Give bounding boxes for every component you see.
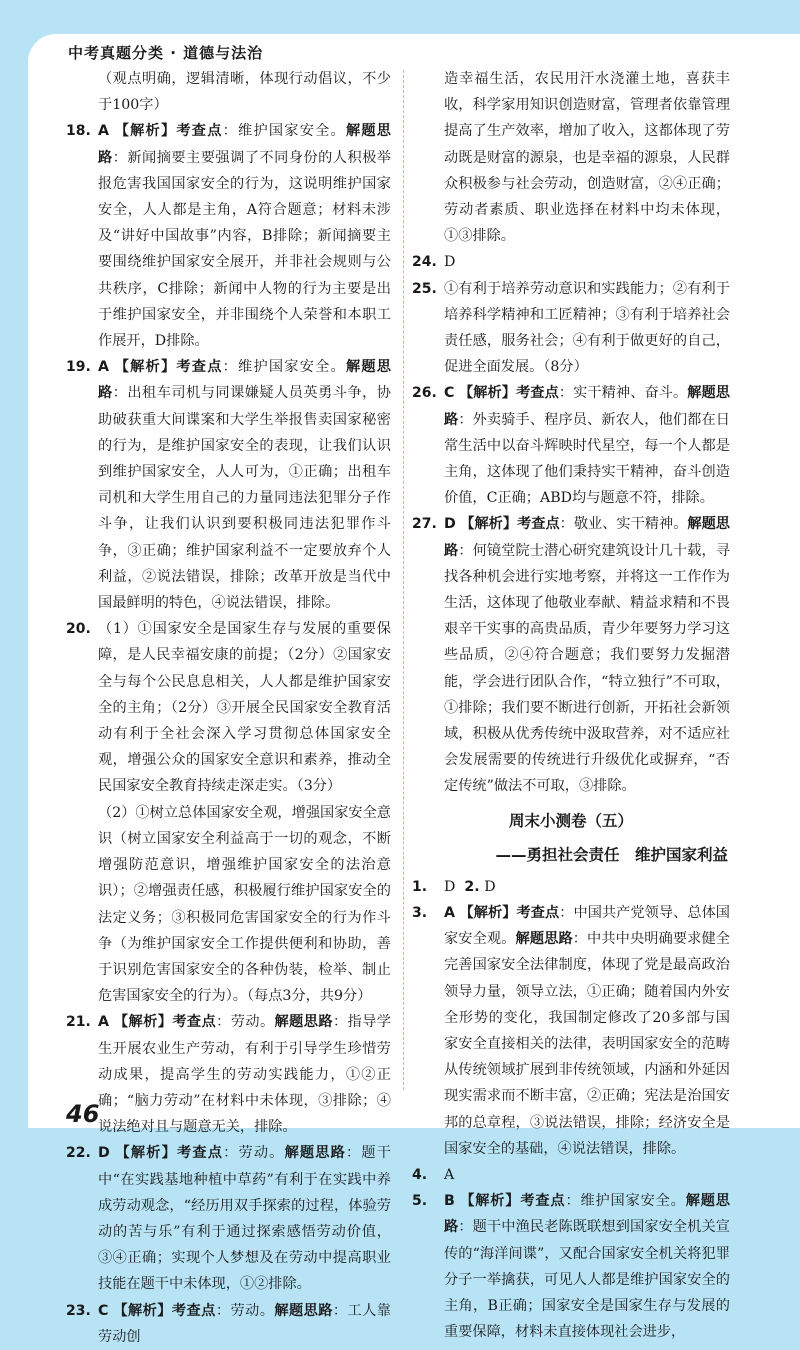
answer-26: 26. C 【解析】考查点：实干精神、奋斗。解题思路：外卖骑手、程序员、新农人，他们都在日常生活中以奋斗辉映时代星空，每一个人都是主角，这体现了他们秉持实干精神，奋斗创造价值，C正确；ABD均与题意不符，排除。: [412, 385, 730, 507]
answer-22: 22. D 【解析】考查点：劳动。解题思路：题干中“在实践基地种植中草药”有利于在实践中养成劳动观念，“经历用双手探索的过程，体验劳动的苦与乐”有利于通过探索感悟劳动价值，③④正确；实现个人梦想及在劳动中提高职业技能在题干中未体现，①②排除。: [66, 1145, 391, 1293]
section-subtitle: ——勇担社会责任 维护国家利益: [495, 845, 728, 864]
answer-19: 19. A 【解析】考查点：维护国家安全。解题思路：出租车司机与同课嫌疑人员英勇斗争，协助破获重大间谍案和大学生举报售卖国家秘密的行为，是维护国家安全的表现，让我们认识到维护国家安全，人人可为，①正确；出租车司机和大学生用自己的力量同违法犯罪分子作斗争，让我们认识到要积极同违法犯罪作斗争，③正确；维护国家利益不一定要放弃个人利益，②说法错误，排除；改革开放是当代中国最鲜明的特色，④说法错误，排除。: [66, 359, 391, 612]
answer-s5: 5. B 【解析】考查点：维护国家安全。解题思路：题干中渔民老陈既联想到国家安全机关宣传的“海洋间谍”，又配合国家安全机关将犯罪分子一举擒获，可见人人都是维护国家安全的主角，B正确；国家安全是国家生存与发展的重要保障，材料未直接体现社会进步，: [412, 1193, 730, 1341]
answer-23-continued: 造幸福生活，农民用汗水浇灌土地，喜获丰收，科学家用知识创造财富，管理者依靠管理提高了生产效率，增加了收入，这都体现了劳动既是财富的源泉，也是幸福的源泉，人民群众积极参与社会劳动，创造财富，②④正确；劳动者素质、职业选择在材料中均未体现，①③排除。: [444, 71, 730, 245]
answer-s4: 4. A: [412, 1166, 455, 1183]
page-header: 中考真题分类 · 道德与法治: [68, 44, 264, 62]
section-title: 周末小测卷（五）: [508, 811, 633, 830]
answer-23: 23. C 【解析】考查点：劳动。解题思路：工人靠劳动创: [66, 1302, 391, 1345]
answer-25: 25. ①有利于培养劳动意识和实践能力；②有利于培养科学精神和工匠精神；③有利于培养社会责任感，服务社会；④有利于做更好的自己，促进全面发展。（8分）: [412, 280, 730, 376]
intro-note: （观点明确，逻辑清晰，体现行动倡议，不少于100字）: [98, 71, 391, 114]
left-column: [66, 66, 391, 1350]
answer-20: 20. （1）①国家安全是国家生存与发展的重要保障，是人民幸福安康的前提；（2分）②国家安全与每个公民息息相关，人人都是维护国家安全的主角；（2分）③开展全民国家安全教育活动有利于全社会深入学习贯彻总体国家安全观，增强公众的国家安全意识和素养，推动全民国家安全教育持续走深走实。（3分） （2）①树立总体国家安全观，增强国家安全意识（树立国家安全利益高于一切的观念，不断增强防范意识，增强维护国家安全的法治意识）；②增强责任感，积极履行维护国家安全的法定义务；③积极同危害国家安全的行为作斗争（为维护国家安全工作提供便利和协助，善于识别危害国家安全的各种伪装，检举、制止危害国家安全的行为）。（每点3分，共9分）: [66, 621, 391, 1005]
answer-18: 18. A 【解析】考查点：维护国家安全。解题思路：新闻摘要主要强调了不同身份的人积极举报危害我国国家安全的行为，这说明维护国家安全，人人都是主角，A符合题意；材料未涉及“讲好中国故事”内容，B排除；新闻摘要主要围绕维护国家安全展开，并非社会规则与公共秩序，C排除；新闻中人物的行为主要是出于维护国家安全，并非围绕个人荣誉和本职工作展开，D排除。: [66, 123, 391, 350]
answer-21: 21. A 【解析】考查点：劳动。解题思路：指导学生开展农业生产劳动，有利于引导学生珍惜劳动成果，提高学生的劳动实践能力，①②正确；“脑力劳动”在材料中未体现，③排除；④说法绝对且与题意无关，排除。: [66, 1014, 391, 1136]
column-divider: [403, 70, 404, 1090]
answer-s1-s2: 1. D 2. D: [412, 878, 496, 895]
right-column: [412, 66, 730, 1345]
answer-s3: 3. A 【解析】考查点：中国共产党领导、总体国家安全观。解题思路：中共中央明确要求健全完善国家安全法律制度，体现了党是最高政治领导力量，领导立法，①正确；随着国内外安全形势的变化，我国制定修改了20多部与国家安全直接相关的法律，表明国家安全的范畴从传统领域扩展到非传统领域，内涵和外延因现实需求而不断丰富，②正确；宪法是治国安邦的总章程，③说法错误，排除；经济安全是国家安全的基础，④说法错误，排除。: [412, 904, 730, 1157]
page-number: 46: [66, 1100, 100, 1128]
answer-27: 27. D 【解析】考查点：敬业、实干精神。解题思路：何镜堂院士潜心研究建筑设计几十载，寻找各种机会进行实地考察，并将这一工作作为生活，这体现了他敬业奉献、精益求精和不畏艰辛干实事的高贵品质，青少年要努力学习这些品质，②④符合题意；我们要努力发掘潜能，学会进行团队合作，“特立独行”不可取，①排除；我们要不断进行创新，开拓社会新领域，积极从优秀传统中汲取营养，对不适应社会发展需要的传统进行升级优化或摒弃，“否定传统”做法不可取，③排除。: [412, 516, 730, 795]
answer-24: 24. D: [412, 254, 456, 271]
